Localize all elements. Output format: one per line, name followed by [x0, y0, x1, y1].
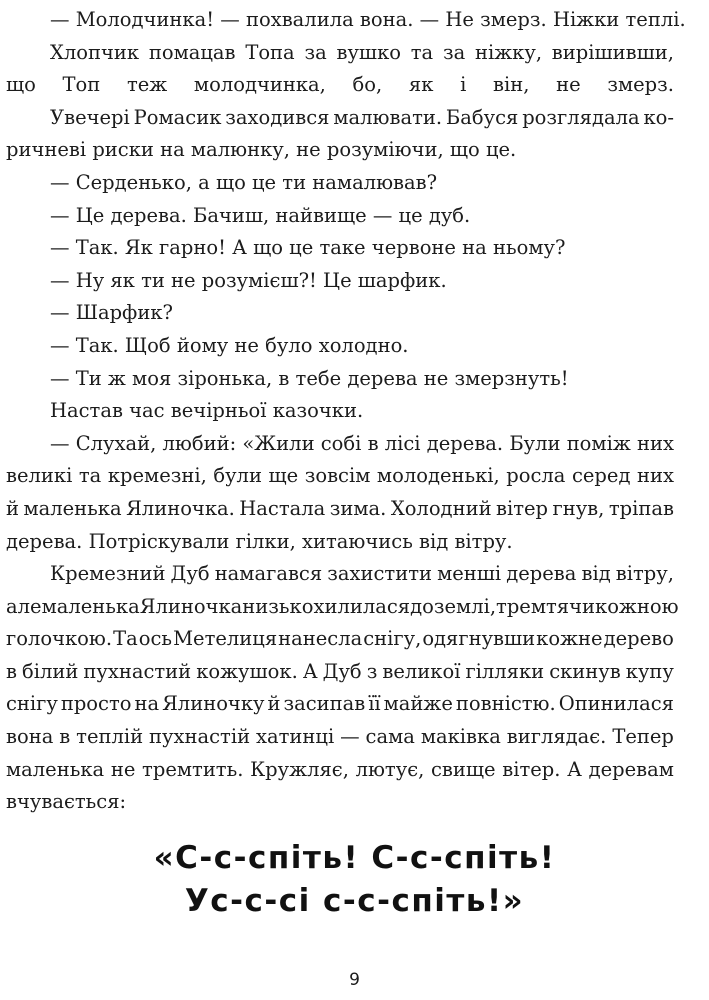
text-line: — Молодчинка! — похвалила вона. — Не змерз. Ніжки теплі. — [50, 8, 686, 31]
text-line: Увечері Ромасик заходився малювати. Бабуся розглядала ко- — [50, 105, 674, 129]
text-line: Настав час вечірньої казочки. — [50, 399, 364, 423]
text-line: — Так. Як гарно! А що це таке червоне на ньому? — [50, 236, 566, 260]
text-line: — Ти ж моя зіронька, в тебе дерева не змерзнуть! — [50, 366, 569, 390]
text-line: дерева. Потріскували гілки, хитаючись від вітру. — [6, 529, 513, 553]
text-line: в білий пухнастий кожушок. А Дуб з великої гілляки скинув купу — [6, 659, 674, 683]
text-line: що Топ теж молодчинка, бо, як і він, не змерз. — [6, 73, 674, 97]
text-line: ричневі риски на малюнку, не розуміючи, що це. — [6, 138, 517, 162]
text-line: Кремезний Дуб намагався захистити менші дерева від вітру, — [50, 562, 674, 586]
text-line: маленька не тремтить. Кружляє, лютує, свище вітер. А деревам — [6, 757, 674, 781]
page-number: 9 — [349, 970, 360, 990]
text-line: Хлопчик помацав Топа за вушко та за ніжку, вирішивши, — [50, 40, 674, 64]
text-line: — Шарфик? — [50, 301, 173, 325]
text-line: вчувається: — [6, 790, 127, 814]
text-line: — Серденько, а що це ти намалював? — [50, 170, 438, 194]
shout-line-1: «С-с-спіть! С-с-спіть! — [153, 840, 556, 876]
story-text — [6, 4, 686, 819]
shout-line-2: Ус-с-сі с-с-спіть!» — [184, 883, 525, 919]
text-line: снігу просто на Ялиночку й засипав її майже повністю. Опинилася — [6, 692, 674, 716]
text-line: вона в теплій пухнастій хатинці — сама маківка виглядає. Тепер — [6, 725, 674, 749]
text-line: — Так. Щоб йому не було холодно. — [50, 333, 409, 357]
text-line: — Слухай, любий: «Жили собі в лісі дерева. Були поміж них — [50, 431, 674, 455]
text-line: й маленька Ялиночка. Настала зима. Холодний вітер гнув, тріпав — [6, 496, 674, 520]
text-line: — Ну як ти не розумієш?! Це шарфик. — [50, 268, 447, 292]
text-line: — Це дерева. Бачиш, найвище — це дуб. — [50, 203, 471, 227]
text-line: великі та кремезні, були ще зовсім молоденькі, росла серед них — [6, 464, 674, 488]
text-line: голочкою. Та ось Метелиця нанесла снігу, одягнувши кожне дерево — [6, 627, 674, 651]
text-line: але маленька Ялиночка низько хилилася до землі, тремтячи кожною — [6, 594, 679, 618]
